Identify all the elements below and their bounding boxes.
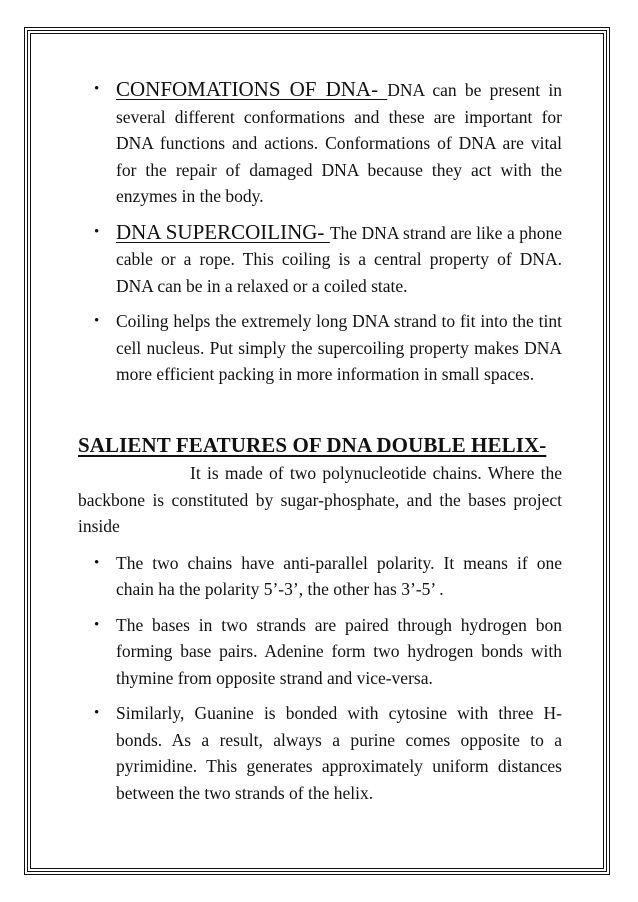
bullet-icon: •	[94, 705, 100, 721]
item-text: The bases in two strands are paired through hydrogen bon forming base pairs. Adenine form two hydrogen bonds with thymine from opposite strand and vice-versa.	[116, 614, 562, 688]
item-text: Coiling helps the extremely long DNA strand to fit into the tint cell nucleus. Put simply the supercoiling property makes DNA more efficient packing in more information in small spaces.	[116, 311, 562, 384]
bullet-icon: •	[94, 313, 100, 329]
item-text: DNA can be present in several different conformations and these are important for DNA functions and actions. Conformations of DNA are vital for the repair of damaged DNA because they act with the enzymes in the body.	[116, 80, 563, 206]
bullet-icon: •	[94, 223, 100, 240]
document-body	[78, 76, 562, 815]
list-item-polarity	[78, 550, 562, 603]
bullet-list-top	[78, 76, 562, 388]
bullet-icon: •	[94, 616, 100, 633]
item-text: The DNA strand are like a phone cable or a rope. This coiling is a central property of DNA. DNA can be in a relaxed or a coiled state.	[116, 222, 563, 296]
bullet-icon: •	[94, 81, 100, 97]
item-text: Similarly, Guanine is bonded with cytosine with three H-bonds. As a result, always a purine comes opposite to a pyrimidine. This generates approximately uniform distances between the two strands of the helix.	[116, 703, 562, 803]
section-intro: It is made of two polynucleotide chains. Where the backbone is constituted by sugar-phosphate, and the bases project inside	[78, 463, 562, 536]
list-item-conformations	[78, 76, 562, 210]
list-item-supercoiling	[78, 219, 562, 300]
list-item-coiling	[78, 308, 562, 388]
list-item-base-pairs	[78, 612, 562, 692]
bullet-list-bottom	[78, 550, 562, 807]
section-title: SALIENT FEATURES OF DNA DOUBLE HELIX-	[78, 432, 547, 457]
list-item-guanine	[78, 700, 562, 806]
item-heading: DNA SUPERCOILING-	[116, 219, 330, 244]
item-heading: CONFOMATIONS OF DNA-	[116, 77, 388, 101]
bullet-icon: •	[94, 554, 100, 571]
item-text: The two chains have anti-parallel polarity. It means if one chain ha the polarity 5’-3’, the other has 3’-5’ .	[116, 552, 562, 599]
